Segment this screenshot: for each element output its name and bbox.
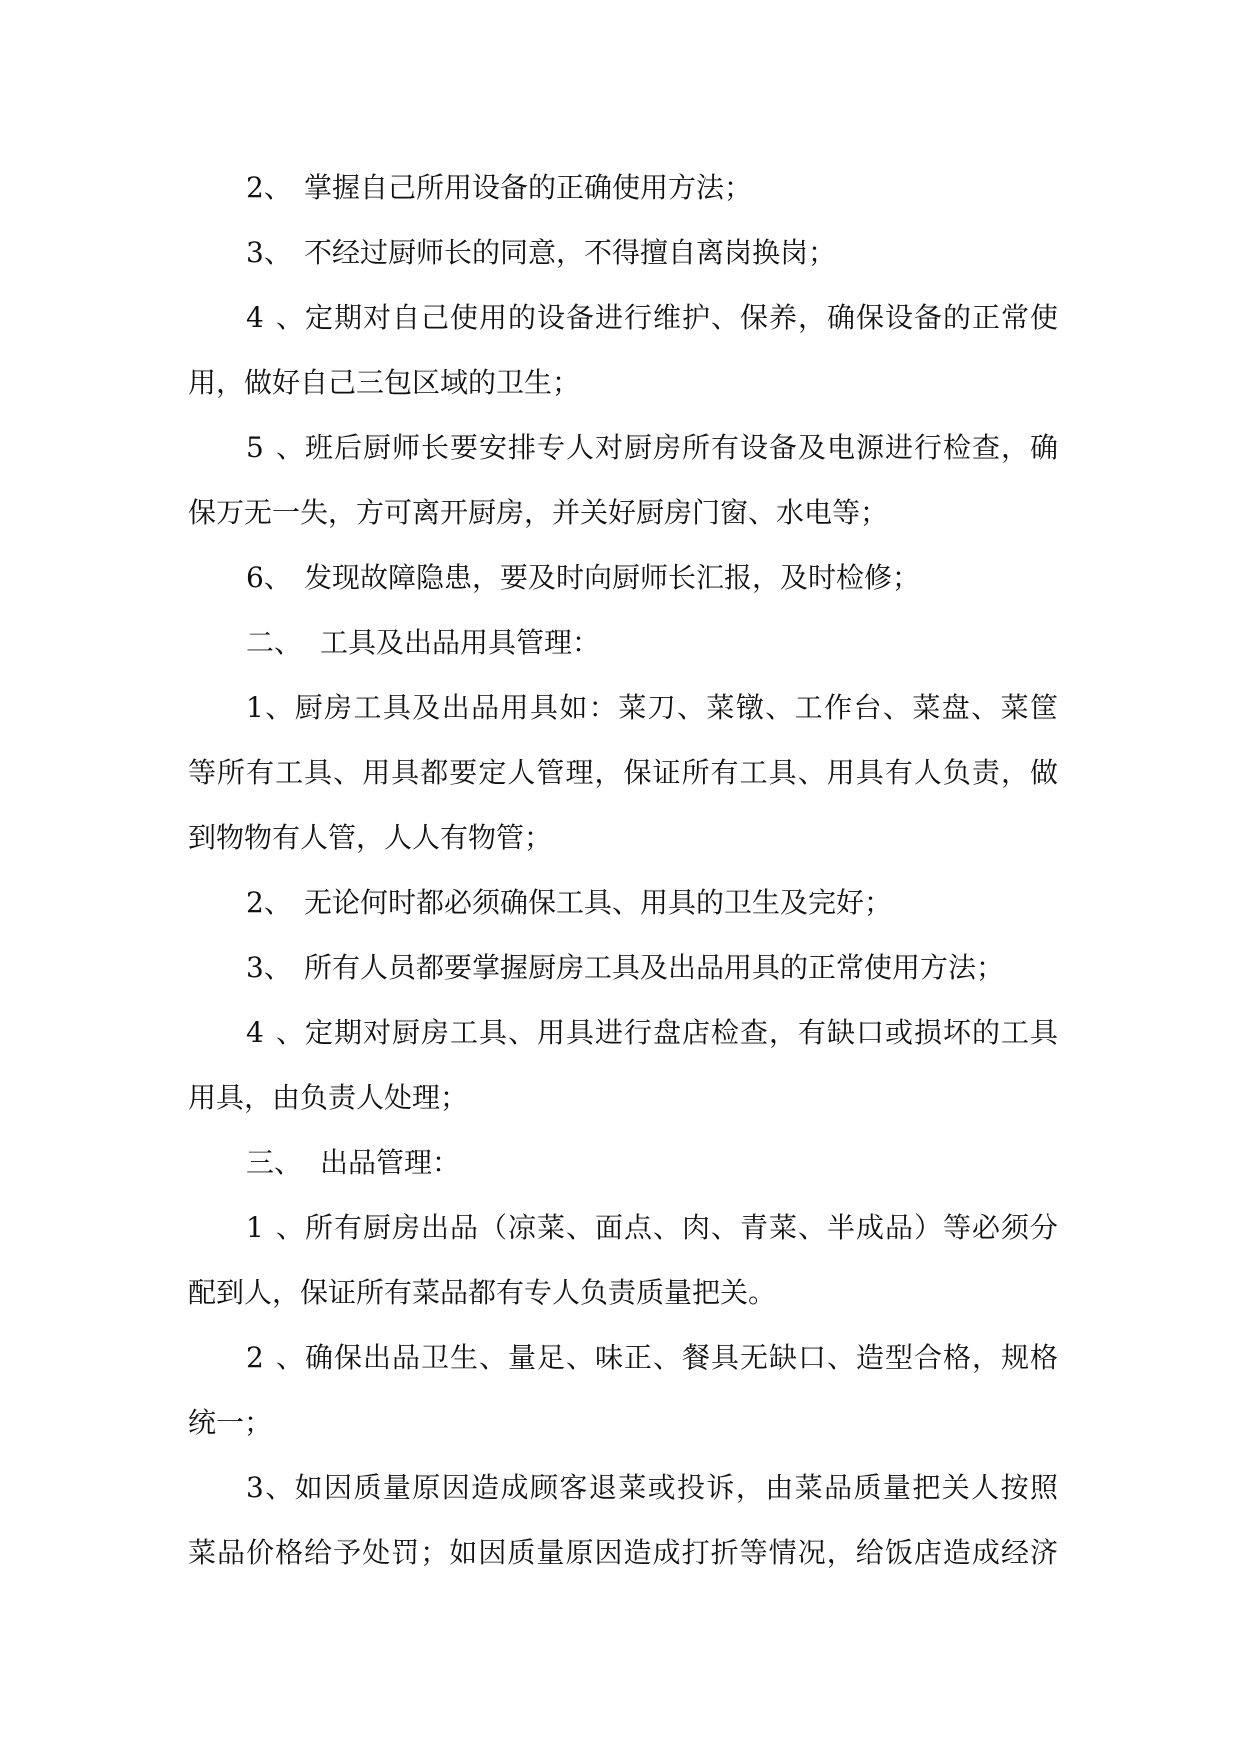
document-body (188, 155, 1058, 1585)
item-number: 2、 (246, 1341, 304, 1374)
paragraph-line (188, 415, 1058, 480)
section-title: 出品管理： (320, 1146, 461, 1179)
paragraph-line (188, 1455, 1058, 1520)
section-number: 三、 (246, 1146, 303, 1179)
line-text: 菜品价格给予处罚；如因质量原因造成打折等情况，给饭店造成经济 (188, 1536, 1058, 1569)
item-number: 4、 (246, 1016, 304, 1049)
paragraph-line (188, 1325, 1058, 1390)
paragraph-line (188, 805, 1058, 870)
paragraph-line (188, 740, 1058, 805)
line-text: 无论何时都必须确保工具、用具的卫生及完好； (304, 886, 893, 919)
line-text: 用具，由负责人处理； (188, 1081, 469, 1114)
paragraph-line (188, 285, 1058, 350)
paragraph-line (188, 350, 1058, 415)
paragraph-line (188, 1520, 1058, 1585)
item-number: 5、 (246, 431, 304, 464)
paragraph-line (188, 1390, 1058, 1455)
line-text: 等所有工具、用具都要定人管理，保证所有工具、用具有人负责，做 (188, 756, 1058, 789)
paragraph-line (188, 545, 1058, 610)
paragraph-line (188, 480, 1058, 545)
paragraph-line (188, 675, 1058, 740)
line-text: 定期对厨房工具、用具进行盘店检查，有缺口或损坏的工具 (304, 1016, 1058, 1049)
line-text: 定期对自己使用的设备进行维护、保养，确保设备的正常使 (304, 301, 1058, 334)
section-heading (188, 1130, 1058, 1195)
line-text: 所有厨房出品（凉菜、面点、肉、青菜、半成品）等必须分 (304, 1211, 1058, 1244)
line-text: 1、厨房工具及出品用具如：菜刀、菜镦、工作台、菜盘、菜筐 (246, 691, 1058, 724)
item-number: 1、 (246, 1211, 304, 1244)
line-text: 不经过厨师长的同意，不得擅自离岗换岗； (304, 236, 837, 269)
item-number: 2、 (246, 886, 292, 919)
line-text: 发现故障隐患，要及时向厨师长汇报，及时检修； (304, 561, 921, 594)
line-text: 班后厨师长要安排专人对厨房所有设备及电源进行检查，确 (304, 431, 1058, 464)
line-text: 掌握自己所用设备的正确使用方法； (304, 171, 753, 204)
paragraph-line (188, 1195, 1058, 1260)
section-number: 二、 (246, 626, 303, 659)
line-text: 保万无一失，方可离开厨房，并关好厨房门窗、水电等； (188, 496, 889, 529)
line-text: 用，做好自己三包区域的卫生； (188, 366, 581, 399)
paragraph-line (188, 1000, 1058, 1065)
item-number: 2、 (246, 171, 292, 204)
paragraph-line (188, 1065, 1058, 1130)
paragraph-line (188, 220, 1058, 285)
line-text: 到物物有人管，人人有物管； (188, 821, 553, 854)
line-text: 配到人，保证所有菜品都有专人负责质量把关。 (188, 1276, 777, 1309)
line-text: 所有人员都要掌握厨房工具及出品用具的正常使用方法； (304, 951, 1005, 984)
line-text: 确保出品卫生、量足、味正、餐具无缺口、造型合格，规格 (304, 1341, 1058, 1374)
paragraph-line (188, 935, 1058, 1000)
item-number: 4、 (246, 301, 304, 334)
paragraph-line (188, 1260, 1058, 1325)
paragraph-line (188, 155, 1058, 220)
item-number: 3、 (246, 951, 292, 984)
line-text: 统一； (188, 1406, 273, 1439)
paragraph-line (188, 870, 1058, 935)
item-number: 6、 (246, 561, 292, 594)
section-title: 工具及出品用具管理： (320, 626, 601, 659)
item-number: 3、 (246, 236, 292, 269)
line-text: 3、如因质量原因造成顾客退菜或投诉，由菜品质量把关人按照 (246, 1471, 1058, 1504)
section-heading (188, 610, 1058, 675)
